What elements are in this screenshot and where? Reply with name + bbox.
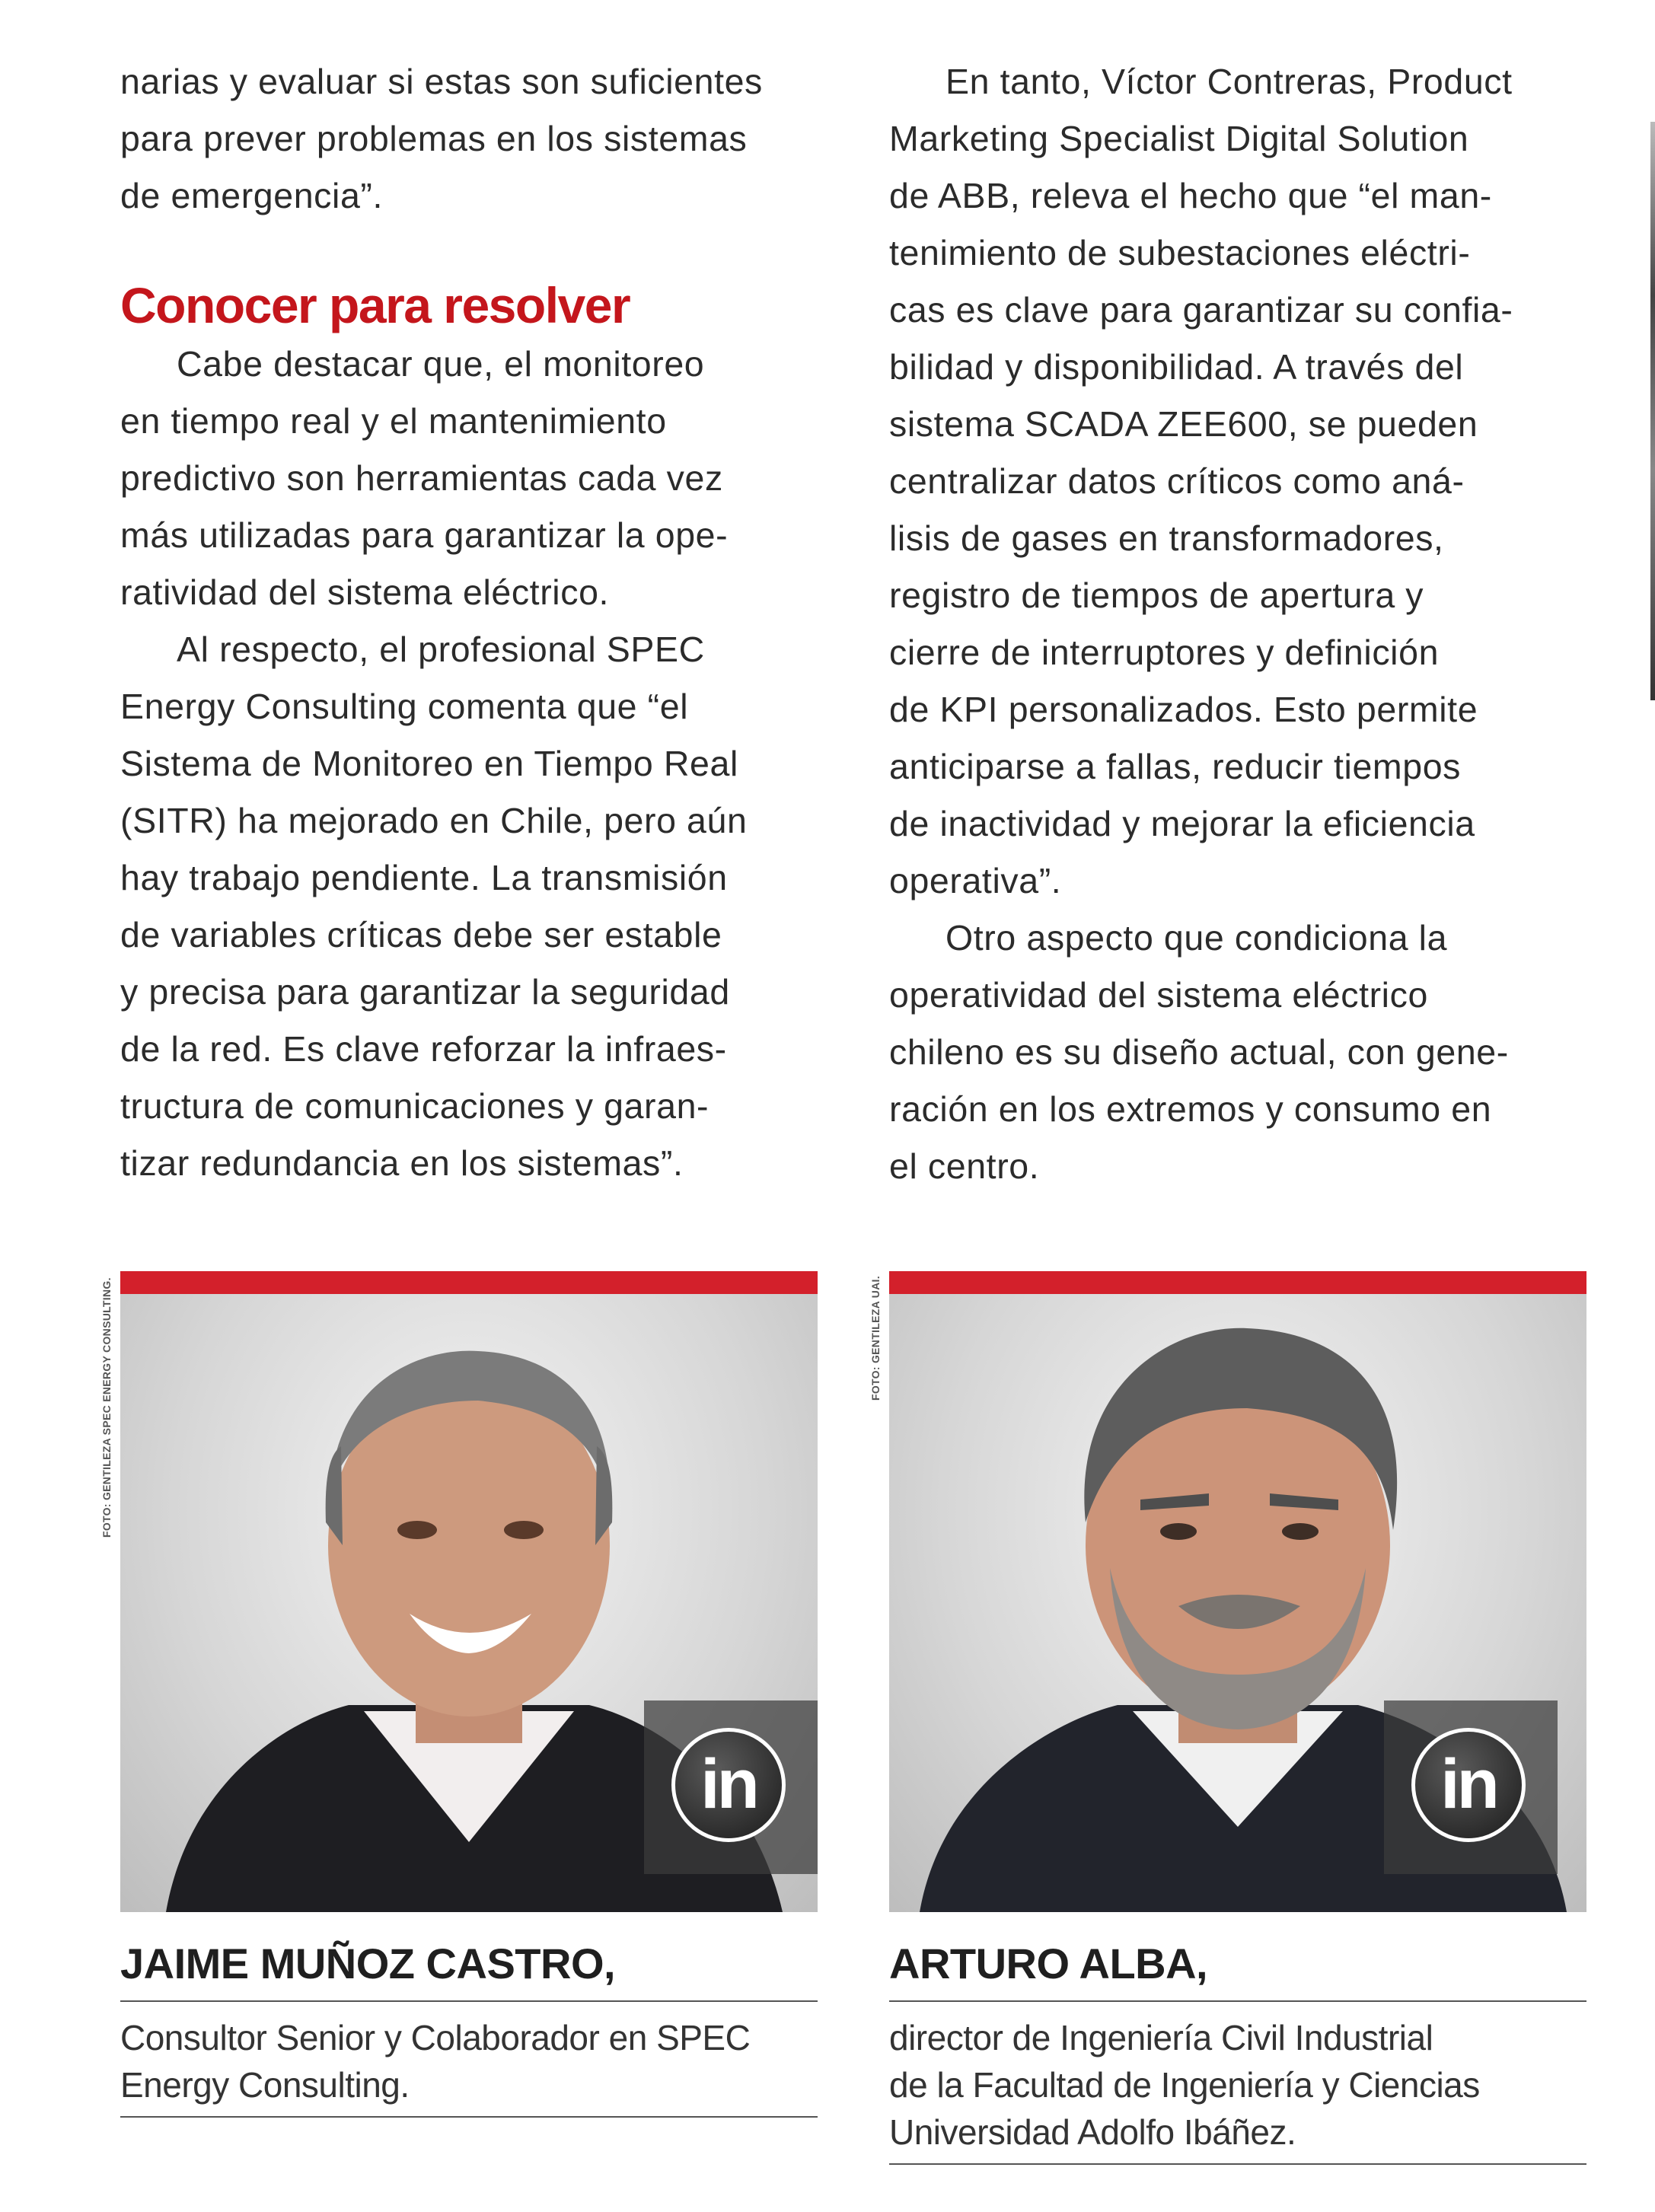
text-line: más utilizadas para garantizar la ope- — [120, 515, 729, 555]
text-line: de la red. Es clave reforzar la infraes- — [120, 1029, 727, 1069]
text-line: Cabe destacar que, el monitoreo — [177, 344, 705, 384]
text-line: Energy Consulting. — [120, 2065, 410, 2105]
text-line: tenimiento de subestaciones eléctri- — [889, 233, 1471, 273]
text-line: de ABB, releva el hecho que “el man- — [889, 176, 1492, 215]
portrait-photo — [889, 1294, 1586, 1912]
profile-name: ARTURO ALBA, — [889, 1912, 1586, 2002]
text-line: Energy Consulting comenta que “el — [120, 687, 689, 726]
paragraph — [889, 53, 1597, 910]
paragraph — [889, 910, 1597, 1195]
profile-name: JAIME MUÑOZ CASTRO, — [120, 1912, 818, 2002]
text-line: narias y evaluar si estas son suficientes — [120, 62, 763, 101]
linkedin-icon: in — [1411, 1728, 1526, 1842]
photo-credit: FOTO: GENTILEZA UAI. — [869, 1276, 882, 1401]
text-line: cas es clave para garantizar su confia- — [889, 290, 1513, 330]
text-line: Marketing Specialist Digital Solution — [889, 119, 1469, 158]
text-line: para prever problemas en los sistemas — [120, 119, 748, 158]
profile-card-jaime-munoz — [120, 1271, 818, 2118]
text-line: operativa”. — [889, 861, 1062, 900]
article-left-column — [120, 53, 836, 1192]
text-line: Consultor Senior y Colaborador en SPEC — [120, 2018, 751, 2057]
paragraph — [120, 336, 836, 621]
linkedin-button[interactable] — [1384, 1700, 1558, 1874]
text-line: de inactividad y mejorar la eficiencia — [889, 804, 1475, 843]
text-line: En tanto, Víctor Contreras, Product — [945, 62, 1513, 101]
section-title: Conocer para resolver — [120, 277, 630, 333]
text-line: predictivo son herramientas cada vez — [120, 458, 723, 498]
photo-credit: FOTO: GENTILEZA SPEC ENERGY CONSULTING. — [100, 1277, 113, 1538]
text-line: Sistema de Monitoreo en Tiempo Real — [120, 744, 738, 783]
red-accent-bar — [120, 1271, 818, 1294]
text-line: de la Facultad de Ingeniería y Ciencias — [889, 2065, 1480, 2105]
text-line: lisis de gases en transformadores, — [889, 518, 1444, 558]
paragraph-continuation — [120, 53, 836, 225]
text-line: ratividad del sistema eléctrico. — [120, 572, 610, 612]
text-line: anticiparse a fallas, reducir tiempos — [889, 747, 1462, 786]
text-line: tizar redundancia en los sistemas”. — [120, 1143, 684, 1183]
text-line: Universidad Adolfo Ibáñez. — [889, 2112, 1296, 2152]
paragraph — [120, 621, 836, 1192]
text-line: Otro aspecto que condiciona la — [945, 918, 1448, 958]
text-line: y precisa para garantizar la seguridad — [120, 972, 730, 1012]
text-line: hay trabajo pendiente. La transmisión — [120, 858, 728, 897]
text-line: de emergencia”. — [120, 176, 384, 215]
page-edge-decoration — [1650, 122, 1655, 700]
text-line: director de Ingeniería Civil Industrial — [889, 2018, 1433, 2057]
profile-role — [120, 2002, 818, 2118]
profile-card-arturo-alba — [889, 1271, 1586, 2165]
text-line: el centro. — [889, 1146, 1040, 1186]
text-line: tructura de comunicaciones y garan- — [120, 1086, 710, 1126]
text-line: de KPI personalizados. Esto permite — [889, 690, 1478, 729]
text-line: cierre de interruptores y definición — [889, 633, 1440, 672]
portrait-photo — [120, 1294, 818, 1912]
text-line: ración en los extremos y consumo en — [889, 1089, 1492, 1129]
linkedin-icon: in — [671, 1728, 786, 1842]
profile-role — [889, 2002, 1586, 2165]
red-accent-bar — [889, 1271, 1586, 1294]
text-line: Al respecto, el profesional SPEC — [177, 629, 705, 669]
text-line: en tiempo real y el mantenimiento — [120, 401, 667, 441]
text-line: centralizar datos críticos como aná- — [889, 461, 1465, 501]
text-line: bilidad y disponibilidad. A través del — [889, 347, 1464, 387]
article-right-column — [889, 53, 1597, 1195]
text-line: de variables críticas debe ser estable — [120, 915, 722, 955]
text-line: chileno es su diseño actual, con gene- — [889, 1032, 1509, 1072]
text-line: registro de tiempos de apertura y — [889, 575, 1424, 615]
text-line: operatividad del sistema eléctrico — [889, 975, 1428, 1015]
linkedin-button[interactable] — [644, 1700, 818, 1874]
text-line: sistema SCADA ZEE600, se pueden — [889, 404, 1478, 444]
text-line: (SITR) ha mejorado en Chile, pero aún — [120, 801, 748, 840]
